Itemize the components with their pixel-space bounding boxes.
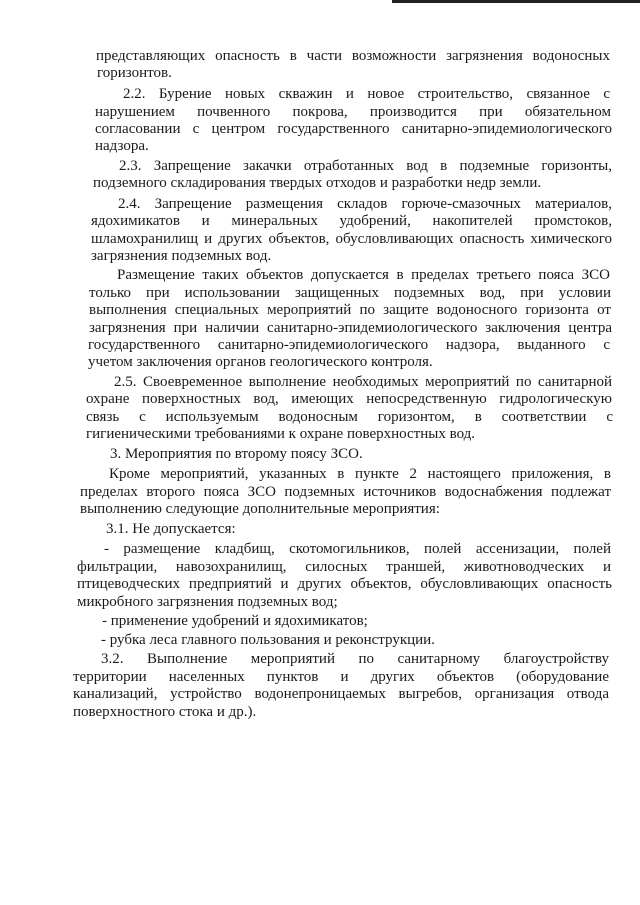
text-line: микробного загрязнения подземных вод; (77, 594, 338, 610)
text-line: птицеводческих предприятий и других объектов, обусловливающих опасность (77, 576, 612, 592)
text-line: выполнению следующие дополнительные мероприятия: (80, 501, 440, 517)
text-line: представляющих опасность в части возможности загрязнения водоносных (96, 48, 610, 64)
text-line: связь с используемым водоносным горизонтом, в соответствии с (86, 409, 613, 425)
text-line: загрязнения подземных вод. (91, 248, 272, 264)
text-line: фильтрации, навозохранилищ, силосных траншей, животноводческих и (77, 559, 611, 575)
section-heading: 3. Мероприятия по второму поясу ЗСО. (110, 446, 363, 462)
list-item: - применение удобрений и ядохимикатов; (102, 613, 368, 629)
list-item: - рубка леса главного пользования и реконструкции. (101, 632, 435, 648)
text-line: территории населенных пунктов и других объектов (оборудование (73, 669, 609, 685)
text-line: 2.4. Запрещение размещения складов горюче-смазочных материалов, (118, 196, 612, 212)
text-line: 2.5. Своевременное выполнение необходимых мероприятий по санитарной (114, 374, 612, 390)
text-line: канализаций, устройство водонепроницаемых выгребов, организация отвода (73, 686, 609, 702)
text-line: выполнения специальных мероприятий по защите водоносного горизонта от (89, 302, 611, 318)
text-line: пределах второго пояса ЗСО подземных источников водоснабжения подлежат (80, 484, 611, 500)
text-line: надзора. (95, 138, 149, 154)
text-line: 2.3. Запрещение закачки отработанных вод в подземные горизонты, (119, 158, 612, 174)
text-line: учетом заключения органов геологического контроля. (88, 354, 433, 370)
text-line: ядохимикатов и минеральных удобрений, накопителей промстоков, (91, 213, 612, 229)
text-line: 2.2. Бурение новых скважин и новое строительство, связанное с (123, 86, 610, 102)
text-line: государственного санитарно-эпидемиологического надзора, выданного с (88, 337, 610, 353)
text-line: 3.2. Выполнение мероприятий по санитарному благоустройству (101, 651, 609, 667)
text-line: только при использовании защищенных подземных вод, при условии (89, 285, 611, 301)
text-line: Кроме мероприятий, указанных в пункте 2 настоящего приложения, в (109, 466, 611, 482)
text-line: шламохранилищ и других объектов, обусловливающих опасность химического (91, 231, 612, 247)
text-line: подземного складирования твердых отходов и разработки недр земли. (93, 175, 542, 191)
subsection-heading: 3.1. Не допускается: (106, 521, 236, 537)
text-line: поверхностного стока и др.). (73, 704, 257, 720)
text-line: - размещение кладбищ, скотомогильников, полей ассенизации, полей (104, 541, 611, 557)
text-line: согласовании с центром государственного санитарно-эпидемиологического (95, 121, 612, 137)
text-line: охране поверхностных вод, имеющих непосредственную гидрологическую (86, 391, 612, 407)
text-line: горизонтов. (97, 65, 172, 81)
text-line: гигиеническими требованиями к охране поверхностных вод. (86, 426, 476, 442)
text-line: загрязнения при наличии санитарно-эпидемиологического заключения центра (89, 320, 612, 336)
text-line: нарушением почвенного покрова, производится при обязательном (95, 104, 611, 120)
text-line: Размещение таких объектов допускается в пределах третьего пояса ЗСО (117, 267, 610, 283)
